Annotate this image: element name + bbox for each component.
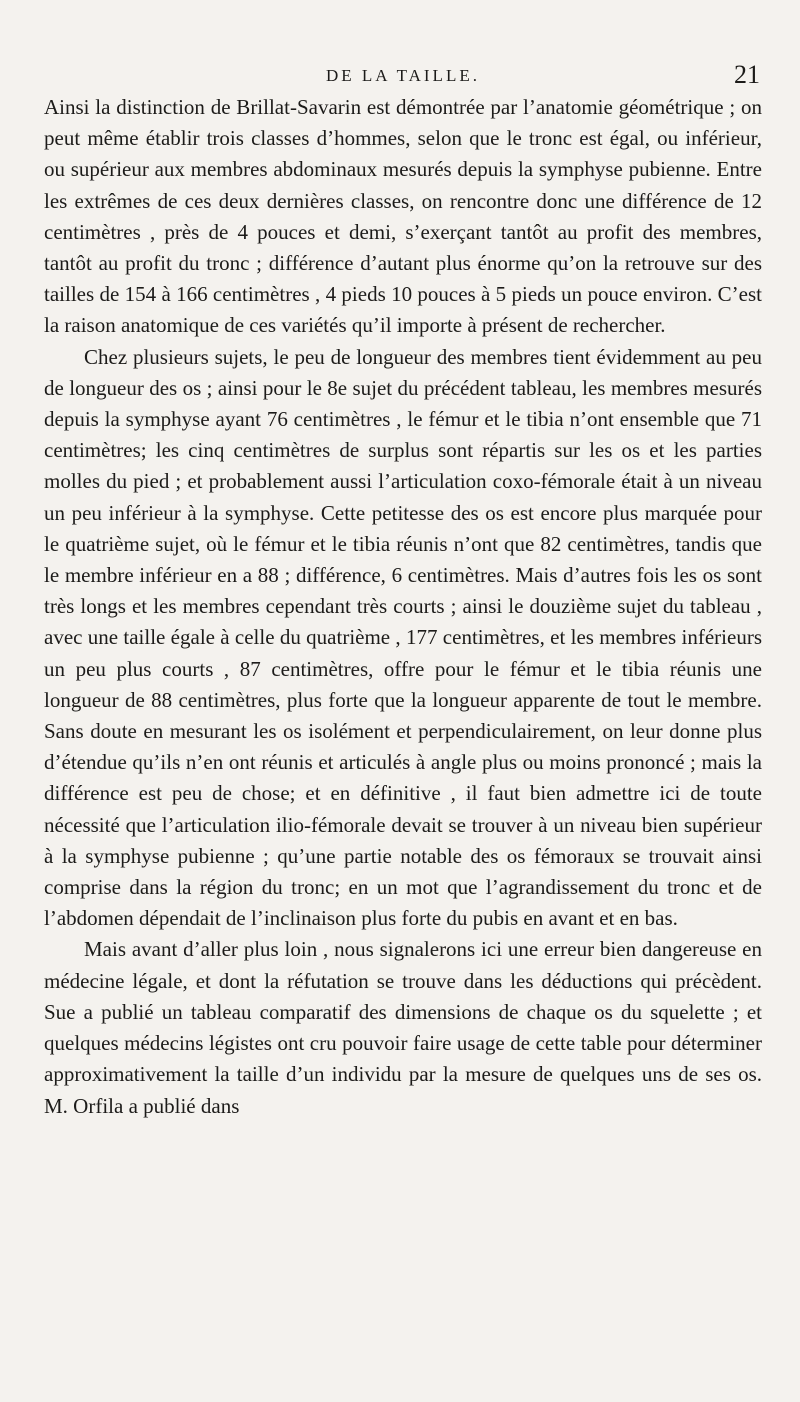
body-text	[44, 92, 762, 1122]
running-title: DE LA TAILLE.	[326, 66, 480, 85]
paragraph-3: Mais avant d’aller plus loin , nous signalerons ici une erreur bien dangereuse en médecine légale, et dont la réfutation se trouve dans les déductions qui précèdent. Sue a publié un tableau comparatif des dimensions de chaque os du squelette ; et quelques médecins légistes ont cru pouvoir faire usage de cette table pour déterminer approximativement la taille d’un individu par la mesure de quelques uns de ses os. M. Orfila a publié dans	[44, 937, 762, 1118]
paragraph-1: Ainsi la distinction de Brillat-Savarin est démontrée par l’anatomie géométrique ; on peut même établir trois classes d’hommes, selon que le tronc est égal, ou inférieur, ou supérieur aux membres abdominaux mesurés depuis la symphyse pubienne. Entre les extrêmes de ces deux dernières classes, on rencontre donc une différence de 12 centimètres , près de 4 pouces et demi, s’exerçant tantôt au profit des membres, tantôt au profit du tronc ; différence d’autant plus énorme qu’on la retrouve sur des tailles de 154 à 166 centimètres , 4 pieds 10 pouces à 5 pieds un pouce environ. C’est la raison anatomique de ces variétés qu’il importe à présent de rechercher.	[44, 95, 762, 338]
running-head	[44, 60, 762, 90]
page-number: 21	[734, 60, 760, 89]
paragraph-2: Chez plusieurs sujets, le peu de longueur des membres tient évidemment au peu de longueur des os ; ainsi pour le 8e sujet du précédent tableau, les membres mesurés depuis la symphyse ayant 76 centimètres , le fémur et le tibia n’ont ensemble que 71 centimètres; les cinq centimètres de surplus sont répartis sur les os et les parties molles du pied ; et probablement aussi l’articulation coxo-fémorale était à un niveau un peu inférieur à la symphyse. Cette petitesse des os est encore plus marquée pour le quatrième sujet, où le fémur et le tibia réunis n’ont que 82 centimètres, tandis que le membre inférieur en a 88 ; différence, 6 centimètres. Mais d’autres fois les os sont très longs et les membres cependant très courts ; ainsi le douzième sujet du tableau , avec une taille égale à celle du quatrième , 177 centimètres, et les membres inférieurs un peu plus courts , 87 centimètres, offre pour le fémur et le tibia réunis une longueur de 88 centimètres, plus forte que la longueur apparente de tout le membre. Sans doute en mesurant les os isolément et perpendiculairement, on leur donne plus d’étendue qu’ils n’en ont réunis et articulés à angle plus ou moins prononcé ; mais la différence est peu de chose; et en définitive , il faut bien admettre ici de toute nécessité que l’articulation ilio-fémorale devait se trouver à un niveau bien supérieur à la symphyse pubienne ; qu’une partie notable des os fémoraux se trouvait ainsi comprise dans la région du tronc; en un mot que l’agrandissement du tronc et de l’abdomen dépendait de l’inclinaison plus forte du pubis en avant et en bas.	[44, 344, 762, 931]
